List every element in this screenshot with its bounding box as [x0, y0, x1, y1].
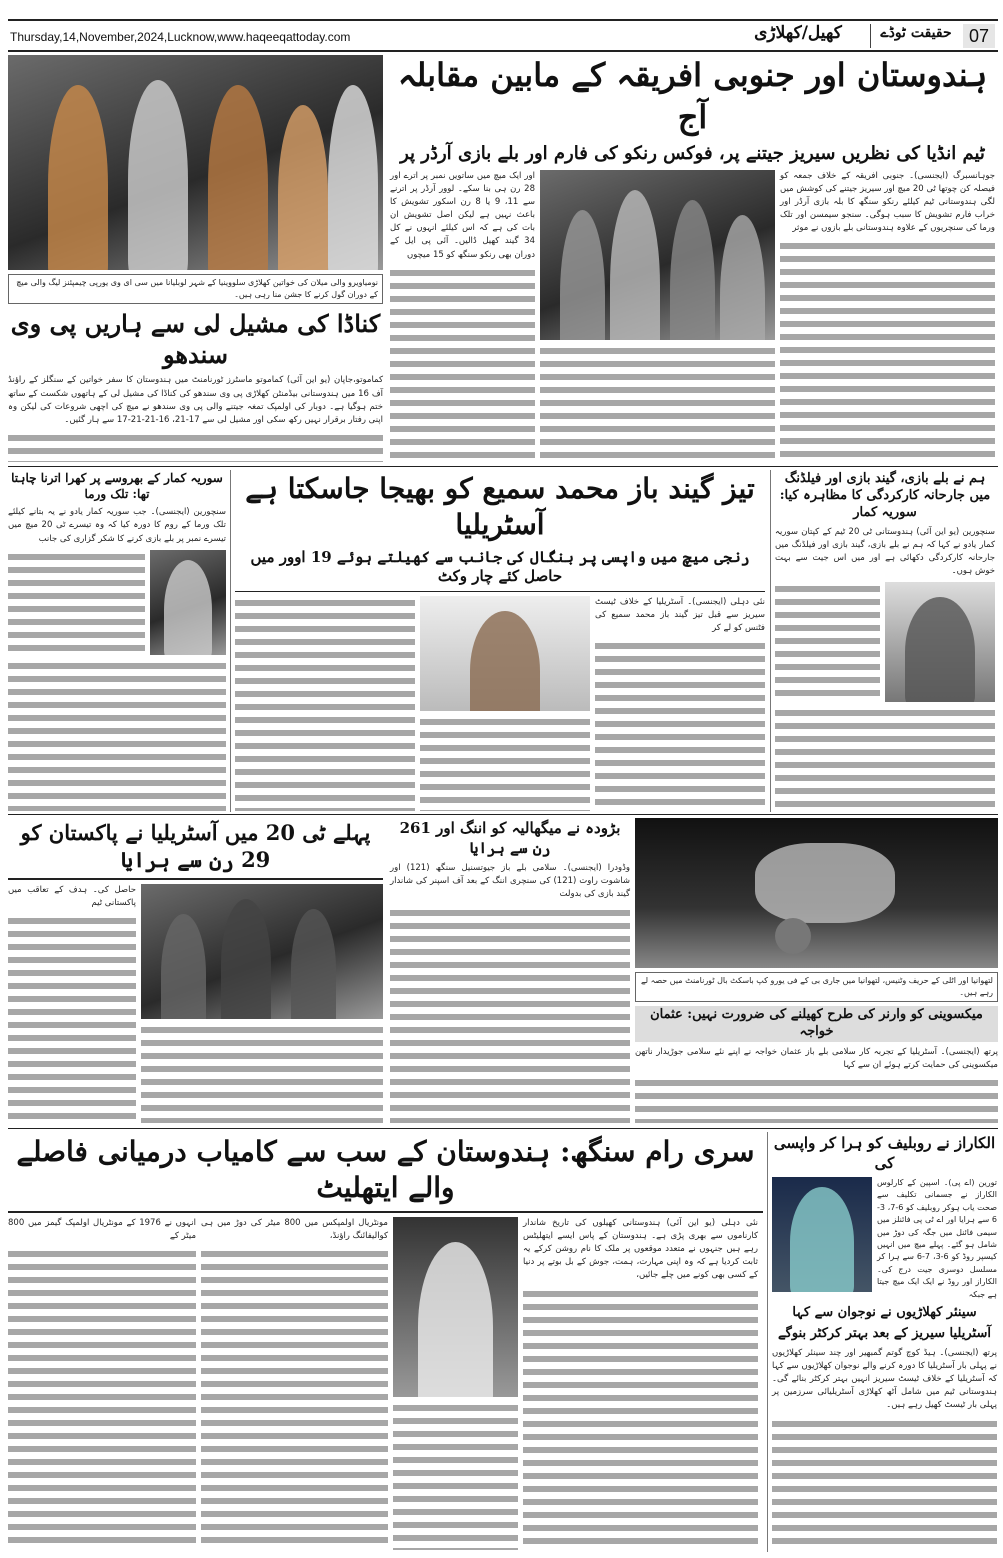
shami-text-lines-2: [420, 715, 590, 811]
india-sa-body-right: جوہانسبرگ (ایجنسی)۔ جنوبی افریقہ کے خلاف جمعہ کو فیصلہ کن چوتھا ٹی 20 میچ اور سیریز جیتنے کی کوشش میں لگی ہندوستانی ٹیم کیلئے رنکو سنگھ کا بلہ بازی آرڈر اور خراب فارم تشویش کا سبب ہوگی۔ سنجو سیمسن اور تلک ورما کی سنچریوں کے علاوہ ہندوستانی بلے بازوں نے موثر: [780, 170, 995, 234]
shami-body: نئی دہلی (ایجنسی)۔ آسٹریلیا کے خلاف ٹیسٹ سیریز سے قبل تیز گیند باز محمد سمیع کی فٹنس کو لے کر: [595, 596, 765, 634]
shami-headline: تیز گیند باز محمد سمیع کو بھیجا جاسکتا ہے آسٹریلیا: [245, 472, 755, 542]
sriram-photo: [393, 1217, 518, 1397]
tilak-region: [8, 471, 226, 811]
header-divider: [870, 24, 871, 48]
column-rule: [230, 470, 231, 812]
sriram-body-c: انہوں نے 1976 کے مونٹریال اولمپک گیمز میں 800 میٹر کے: [8, 1217, 197, 1241]
newspaper-logo: حقیقت ٹوڈے: [880, 25, 952, 41]
dateline: Thursday,14,November,2024,Lucknow,www.haqeeqattoday.com: [10, 30, 351, 44]
india-sa-text-lines: [390, 266, 535, 462]
india-sa-text-lines-2: [540, 344, 775, 462]
sriram-text-lines-3: [201, 1247, 388, 1550]
sriram-region: [8, 1134, 763, 1550]
divider: [8, 1128, 998, 1129]
baroda-headline: بڑودہ نے میگھالیہ کو اننگ اور 261 رن سے ہرایا: [399, 819, 621, 857]
india-sa-body-left: اور ایک میچ میں ساتویں نمبر پر اترے اور 28 رن ہی بنا سکے۔ لوور آرڈر پر اترنے سے 11، 9 یا 8 رن اسکور تشویش کا باعث نہیں ہے لیکن اصل تشویش ان بات کی ہے کہ اس کیلئے انہوں نے کل 34 گیند کھیل ڈالیں۔ آئی پی ایل کے دوران بھی رنکو سنگھ کو 15 میچوں: [390, 170, 535, 260]
basketball-caption: لتھوانیا اور اٹلی کے حریف وٹنیس، لتھوانیا میں جاری بی کے فی یورو کپ باسکٹ بال ٹورنامنٹ میں حصہ لے رہے ہیں۔: [635, 972, 998, 1002]
alcaraz-gambhir-region: [772, 1134, 997, 1550]
alcaraz-headline: الکاراز نے روبلیف کو ہرا کر واپسی کی: [773, 1134, 996, 1172]
volleyball-photo: [8, 55, 383, 270]
alcaraz-photo: [772, 1177, 872, 1292]
aus-team-photo: [141, 884, 383, 1019]
surya-text-lines: [775, 582, 880, 702]
basketball-region: [635, 818, 998, 1123]
sindhu-headline: کناڈا کی مشیل لی سے ہاریں پی وی سندھو: [10, 309, 381, 370]
volleyball-sindhu-region: [8, 55, 383, 462]
tilak-photo: [150, 550, 226, 655]
sriram-text-lines-2: [393, 1401, 518, 1550]
aus-pak-region: [8, 819, 383, 1123]
surya-text-lines-2: [775, 706, 995, 811]
gambhir-headline-1: سینئر کھلاڑیوں نے نوجوان سے کہا: [792, 1304, 977, 1320]
alcaraz-body: تورین (اے پی)۔ اسپین کے کارلوس الکاراز نے جسمانی تکلیف سے صحت یاب ہوکر روبلیف کو 6-7، 3-6 سے ہرایا اور اے ٹی پی فائنلز میں سیمی فائنل میں جگہ کی دوڑ میں شامل ہو گئے۔ پہلے میچ میں انہیں کیسپر روڈ کو 6-3، 7-6 سے ہرا کر مسلسل دوسری جیت درج کی۔ الکاراز اور روڈ نے ایک ایک میچ جیتا ہے جبکہ: [877, 1178, 998, 1299]
divider: [8, 814, 998, 815]
gambhir-text-lines: [772, 1417, 997, 1550]
shami-text-lines-3: [235, 596, 415, 811]
divider: [8, 878, 383, 880]
aus-pak-text-lines: [8, 914, 136, 1123]
sriram-body-a: نئی دہلی (یو این آئی) ہندوستانی کھیلوں کی تاریخ شاندار کارناموں سے بھری پڑی ہے۔ ہندوستان کے پاس ایسے ایتھلیٹس رہے ہیں جنہوں نے متعدد موقعوں پر ملک کا نام روشن کرکے یہ ثابت کردیا ہے کہ وہ اپنی مہارت، ہمت، جوش کے بل بوتے پر دنیا کے کسی بھی کونے میں چلے جائیں،: [523, 1217, 758, 1281]
header-rule-top: [8, 19, 998, 21]
surya-region: [775, 471, 995, 811]
section-title: کھیل/کھلاڑی: [754, 23, 842, 43]
gambhir-headline-2: آسٹریلیا سیریز کے بعد بہتر کرکٹر بنوگے: [778, 1325, 991, 1341]
divider: [8, 466, 998, 467]
volleyball-caption: نومیاویرو والی میلان کی خواتین کھلاڑی سلووینیا کے شہر لوبلیانا میں سی ای وی یورپی چیمپئنز لیگ والی میچ کے دوران گول کرنے کا جشن منا رہی ہیں۔: [8, 274, 383, 304]
sriram-text-lines: [523, 1287, 758, 1550]
shami-text-lines: [595, 639, 765, 811]
basketball-photo: [635, 818, 998, 968]
divider: [235, 591, 765, 592]
india-team-photo: [540, 170, 775, 340]
sindhu-text-lines: [8, 431, 383, 462]
gambhir-body: پرتھ (ایجنسی)۔ ہیڈ کوچ گوتم گمبھیر اور چند سینئر کھلاڑیوں نے پہلی بار آسٹریلیا کا دورہ کرنے والے نوجوان کھلاڑیوں سے کہا کہ آسٹریلیا کے خلاف ٹیسٹ سیریز انہیں بہتر کرکٹر بنائے گی۔ ہندوستانی ٹیم میں شامل آٹھ کھلاڑی آسٹریلیائی سرزمین پر پہلی بار ٹیسٹ کھیل رہے ہیں۔: [772, 1347, 997, 1411]
khawaja-body: پرتھ (ایجنسی)۔ آسٹریلیا کے تجربہ کار سلامی بلے باز عثمان خواجہ نے اپنے نئے سلامی جوڑیدار ناتھن میکسوینی کی حمایت کرتے ہوئے ان سے کہا: [635, 1046, 998, 1070]
sriram-headline: سری رام سنگھ: ہندوستان کے سب سے کامیاب درمیانی فاصلے والے ایتھلیٹ: [16, 1135, 755, 1205]
shami-photo: [420, 596, 590, 711]
sriram-text-lines-4: [8, 1247, 196, 1550]
khawaja-headline: میکسوینی کو وارنر کی طرح کھیلنے کی ضرورت نہیں: عثمان خواجہ: [635, 1006, 998, 1042]
header-rule-bottom: [8, 50, 998, 52]
aus-pak-headline: پہلے ٹی 20 میں آسٹریلیا نے پاکستان کو 29 رن سے ہرایا: [20, 820, 371, 873]
baroda-text-lines: [390, 906, 630, 1123]
surya-headline: ہم نے بلے بازی، گیند بازی اور فیلڈنگ میں جارحانہ کارکردگی کا مظاہرہ کیا: سوریہ کمار: [779, 471, 991, 520]
india-sa-subheadline: ٹیم انڈیا کی نظریں سیریز جیتنے پر، فوکس رنکو کی فارم اور بلے بازی آرڈر پر: [400, 143, 985, 165]
column-rule: [767, 1132, 768, 1552]
india-sa-text-lines-3: [780, 239, 995, 462]
shami-subheadline: رنجی میچ میں واپسی پر بنگال کی جانب سے کھیلتے ہوئے 19 اوور میں حاصل کئے چار وکٹ: [250, 547, 750, 586]
tilak-body: سنچورین (ایجنسی)۔ جب سوریہ کمار یادو نے یہ بتانے کیلئے تلک ورما کے روم کا دورہ کیا کہ وہ تیسرے ٹی 20 میچ میں تیسرے نمبر پر بلے بازی کرنے کا شکر گزاری کی جانب: [8, 507, 226, 544]
sindhu-body: کماموتو،جاپان (یو این آئی) کماموتو ماسٹرز ٹورنامنٹ میں ہندوستان کا سفر خواتین کے سنگلز کے راؤنڈ آف 16 میں ہندوستانی بیڈمنٹن کھلاڑی پی وی سندھو کی کناڈا کی مشیل لی کے ہاتھوں شکست کے ساتھ ختم ہوگیا ہے۔ دوبار کی اولمپک تمغہ جیتنے والی پی وی سندھو نے میچ کی اچھی شروعات کی لیکن وہ اپنی رفتار برقرار نہیں رکھ سکی اور مشیل لی سے 17-21، 16-21-21-17 سے ہار گئیں۔: [8, 375, 383, 425]
surya-photo: [885, 582, 995, 702]
shami-region: [235, 471, 765, 811]
baroda-body: وڈودرا (ایجنسی)۔ سلامی بلے باز جیوتسنیل سنگھ (121) اور شاشوت راوت (121) کی سنچری اننگ کے بعد آف اسپنر کی شاندار گیند بازی کی بدولت: [390, 863, 631, 900]
tilak-text-lines-2: [8, 659, 226, 811]
khawaja-text-lines: [635, 1076, 998, 1123]
tilak-headline: سوریہ کمار کے بھروسے پر کھرا اترنا چاہتا تھا: تلک ورما: [11, 471, 223, 501]
page-number: 07: [963, 24, 995, 48]
sriram-body-b: مونٹریال اولمپکس میں 800 میٹر کی دوڑ میں ہی کوالیفائنگ راؤنڈ،: [201, 1217, 388, 1241]
surya-body: سنچورین (یو این آئی) ہندوستانی ٹی 20 ٹیم کے کپتان سوریہ کمار یادو نے کہا کہ ہم نے بلے بازی، گیند بازی اور فیلڈنگ میں جارحانہ کارکردگی دکھائی ہے اور میں اس جیت سے بہت خوش ہوں۔: [775, 526, 995, 577]
baroda-region: [390, 819, 630, 1123]
india-sa-headline: ہندوستان اور جنوبی افریقہ کے مابین مقابلہ آج: [397, 56, 988, 136]
column-rule: [770, 470, 771, 812]
aus-pak-body: حاصل کی۔ ہدف کے تعاقب میں پاکستانی ٹیم: [8, 884, 136, 908]
aus-pak-text-lines-2: [141, 1023, 383, 1123]
india-sa-region: [390, 55, 995, 462]
tilak-text-lines: [8, 550, 145, 655]
divider: [8, 1211, 763, 1213]
